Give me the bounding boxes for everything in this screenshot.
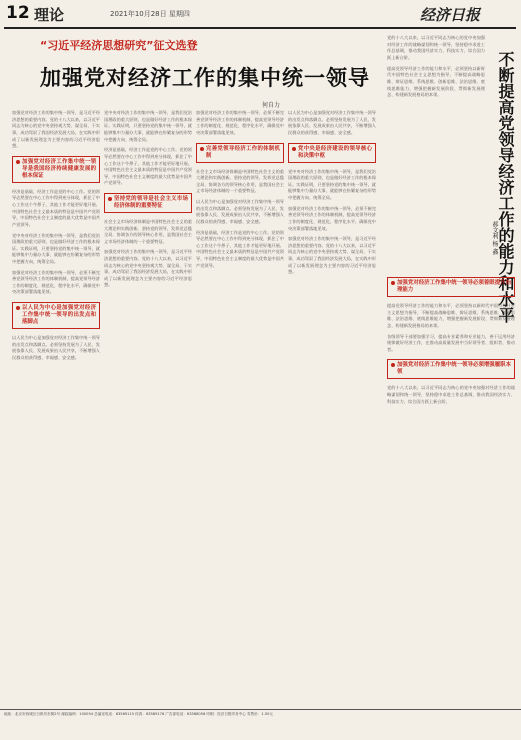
paragraph: 以人民为中心是加强党对经济工作集中统一领导的出发点和落脚点。必须坚持发展为了人民、发展依靠人民、发展成果由人民共享，不断增强人民群众的获得感、幸福感、安全感。 bbox=[196, 199, 284, 224]
paragraph: 社会主义市场经济体制是中国特色社会主义的重大理论和实践创新。坚持党的领导，发挥党总揽全局、协调各方的领导核心作用，是我国社会主义市场经济体制的一个重要特征。 bbox=[104, 218, 192, 244]
sidebar-article bbox=[387, 31, 517, 706]
sidebar-title: 不断提高党领导经济工作的能力和水平 bbox=[496, 51, 515, 323]
sidebar-author: 郝文利 杨 鑫 bbox=[491, 221, 498, 255]
paragraph: 党的十八大以来，以习近平同志为核心的党中央加强对经济工作的战略谋划和统一领导，坚持稳中求进工作总基调，推动我国经济实力、科技实力、综合国力跃上新台阶。 bbox=[387, 35, 485, 60]
paragraph: 加强党对经济工作的集中统一领导，是习近平经济思想的重要内容。党的十八大以来，以习近平同志为核心的党中央坚持观大势、谋全局、干实事，成功驾驭了我国经济发展大局，在实践中形成了以新发展理念为主要内容的习近平经济思想。 bbox=[288, 236, 376, 275]
paragraph: 加强党对经济工作的集中统一领导，必须不断完善党领导经济工作的体制机制，提高党领导经济工作的制度化、规范化、程序化水平，确保党中央决策部署落地见效。 bbox=[196, 110, 284, 135]
paragraph: 党中央对经济工作的集中统一领导，是我们党治国理政的重大原则，也是做好经济工作的根本保证。实践证明，只要坚持党的集中统一领导，就能够集中力量办大事，就能够在纷繁复杂的形势中把握方向、统筹全局。 bbox=[288, 168, 376, 200]
article-column-1 bbox=[12, 106, 100, 706]
paragraph: 提高党领导经济工作的能力和水平，必须坚持以新时代中国特色社会主义思想为指导，不断提高战略思维、辩证思维、系统思维、创新思维、法治思维、底线思维能力，增强把握新发展阶段、贯彻新发展理念、构建新发展格局的本领。 bbox=[387, 303, 515, 328]
subhead: 完善党领导经济工作的体制机制 bbox=[196, 143, 284, 163]
paragraph: 加强党对经济工作的集中统一领导，必须不断完善党领导经济工作的体制机制，提高党领导经济工作的制度化、规范化、程序化水平，确保党中央决策部署落地见效。 bbox=[12, 269, 100, 295]
headline: 加强党对经济工作的集中统一领导 bbox=[40, 66, 370, 90]
subhead: 党中央是经济建设的领导核心和决策中枢 bbox=[288, 143, 376, 163]
subhead: 坚持党的领导是社会主义市场经济体制的重要特征 bbox=[104, 193, 192, 213]
footer-text: 地址：北京市西城区白纸坊东街2号 邮政编码：100054 总编室电话：63589115 传真：63589176 广告部电话：63588056 印刷：经济日报印务中心 零售价：1.50元 bbox=[4, 712, 274, 716]
subhead: 加强党对经济工作集中统一领导是我国经济持续健康发展的根本保证 bbox=[12, 156, 100, 183]
sidebar-intro bbox=[387, 31, 485, 261]
paragraph: 社会主义市场经济体制是中国特色社会主义的重大理论和实践创新。坚持党的领导，发挥党总揽全局、协调各方的领导核心作用，是我国社会主义市场经济体制的一个重要特征。 bbox=[196, 168, 284, 194]
paragraph: 党中央对经济工作的集中统一领导，是我们党治国理政的重大原则，也是做好经济工作的根本保证。实践证明，只要坚持党的集中统一领导，就能够集中力量办大事，就能够在纷繁复杂的形势中把握方向、统筹全局。 bbox=[12, 232, 100, 264]
paragraph: 党的十八大以来，以习近平同志为核心的党中央加强对经济工作的战略谋划和统一领导，坚持稳中求进工作总基调，推动我国经济实力、科技实力、综合国力跃上新台阶。 bbox=[387, 385, 515, 404]
masthead bbox=[0, 0, 521, 28]
subhead: 加强党对经济工作集中统一领导必须着眼提升治理能力 bbox=[387, 277, 515, 297]
paragraph: 加强党对经济工作的集中统一领导，是习近平经济思想的重要内容。党的十八大以来，以习近平同志为核心的党中央坚持观大势、谋全局、干实事，成功驾驭了我国经济发展大局，在实践中形成了以新发展理念为主要内容的习近平经济思想。 bbox=[104, 249, 192, 288]
article-column-3 bbox=[196, 106, 284, 706]
paragraph: 经济是基础，经济工作是党的中心工作。党的领导必然要在中心工作中得到充分体现，抓住了中心工作这个牛鼻子，其他工作才能更好地开展。中国特色社会主义最本质的特征是中国共产党领导，中国特色社会主义制度的最大优势是中国共产党领导。 bbox=[104, 147, 192, 186]
subhead: 加强党对经济工作集中统一领导必须增强履职本领 bbox=[387, 359, 515, 379]
article-column-2 bbox=[104, 106, 192, 706]
page-number: 12 bbox=[6, 3, 30, 23]
masthead-rule bbox=[4, 27, 516, 29]
paragraph: 以人民为中心是加强党对经济工作集中统一领导的出发点和落脚点。必须坚持发展为了人民、发展依靠人民、发展成果由人民共享，不断增强人民群众的获得感、幸福感、安全感。 bbox=[12, 335, 100, 360]
section-name: 理论 bbox=[34, 6, 65, 24]
paragraph: 各级领导干部要加强学习，提高专业素养和专业能力，善于运用经济规律做好经济工作，在推动高质量发展中当好领导者、组织者、推动者。 bbox=[387, 333, 515, 352]
kicker: “习近平经济思想研究”征文选登 bbox=[40, 39, 198, 52]
subhead: 以人民为中心是加强党对经济工作集中统一领导的出发点和落脚点 bbox=[12, 302, 100, 329]
page-footer bbox=[0, 709, 521, 740]
paragraph: 经济是基础，经济工作是党的中心工作。党的领导必然要在中心工作中得到充分体现，抓住了中心工作这个牛鼻子，其他工作才能更好地开展。中国特色社会主义最本质的特征是中国共产党领导，中国特色社会主义制度的最大优势是中国共产党领导。 bbox=[12, 188, 100, 227]
paragraph: 加强党对经济工作的集中统一领导，必须不断完善党领导经济工作的体制机制，提高党领导经济工作的制度化、规范化、程序化水平，确保党中央决策部署落地见效。 bbox=[288, 205, 376, 231]
paragraph: 以人民为中心是加强党对经济工作集中统一领导的出发点和落脚点。必须坚持发展为了人民、发展依靠人民、发展成果由人民共享，不断增强人民群众的获得感、幸福感、安全感。 bbox=[288, 110, 376, 135]
sidebar-body bbox=[387, 271, 515, 706]
paragraph: 党中央对经济工作的集中统一领导，是我们党治国理政的重大原则，也是做好经济工作的根本保证。实践证明，只要坚持党的集中统一领导，就能够集中力量办大事，就能够在纷繁复杂的形势中把握方向、统筹全局。 bbox=[104, 110, 192, 142]
paragraph: 加强党对经济工作的集中统一领导，是习近平经济思想的重要内容。党的十八大以来，以习近平同志为核心的党中央坚持观大势、谋全局、干实事，成功驾驭了我国经济发展大局，在实践中形成了以新发展理念为主要内容的习近平经济思想。 bbox=[12, 110, 100, 149]
author-byline: 何自力 bbox=[262, 102, 281, 109]
issue-date: 2021年10月28日 星期四 bbox=[110, 10, 190, 18]
paragraph: 经济是基础，经济工作是党的中心工作。党的领导必然要在中心工作中得到充分体现，抓住了中心工作这个牛鼻子，其他工作才能更好地开展。中国特色社会主义最本质的特征是中国共产党领导，中国特色社会主义制度的最大优势是中国共产党领导。 bbox=[196, 229, 284, 268]
paragraph: 提高党领导经济工作的能力和水平，必须坚持以新时代中国特色社会主义思想为指导，不断提高战略思维、辩证思维、系统思维、创新思维、法治思维、底线思维能力，增强把握新发展阶段、贯彻新发展理念、构建新发展格局的本领。 bbox=[387, 65, 485, 98]
newspaper-logo: 经济日报 bbox=[420, 6, 481, 24]
article-column-4 bbox=[288, 106, 376, 706]
